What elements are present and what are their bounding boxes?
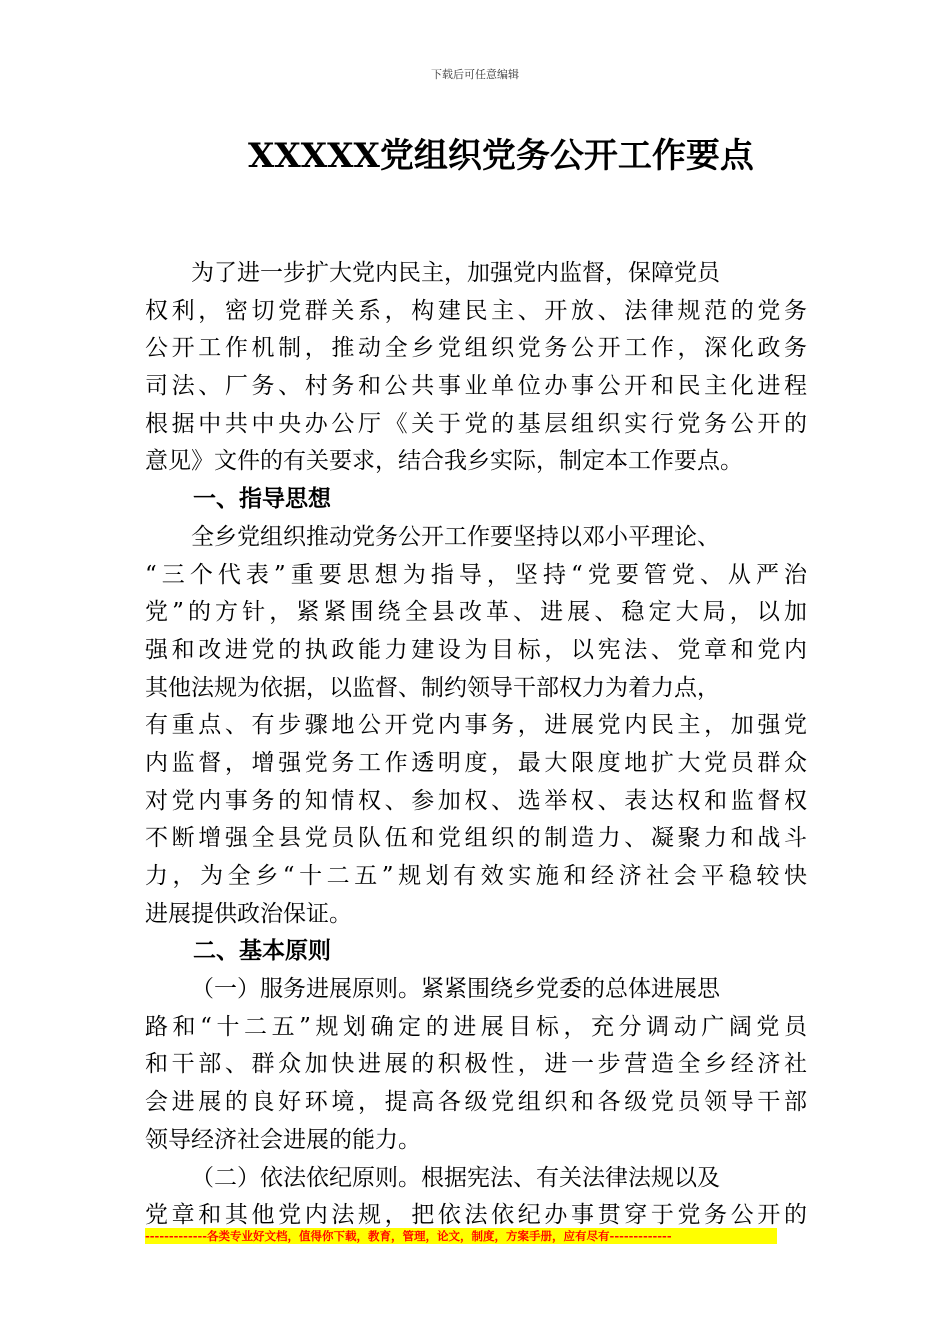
- paragraph-line: 内监督，增强党务工作透明度，最大限度地扩大党员群众: [145, 749, 807, 776]
- paragraph-line: 权利，密切党群关系，构建民主、开放、法律规范的党务: [145, 297, 807, 324]
- paragraph-line: 意见》文件的有关要求，结合我乡实际，制定本工作要点。: [145, 448, 743, 475]
- paragraph-line: 对党内事务的知情权、参加权、选举权、表达权和监督权: [145, 787, 807, 814]
- footer-banner-text: -------------各类专业好文档，值得你下载，教育，管理，论文，制度，方案手册，应有尽有-------------: [145, 1229, 672, 1243]
- paragraph-line: 根据中共中央办公厅《关于党的基层组织实行党务公开的: [145, 410, 807, 437]
- footer-banner: [145, 1228, 777, 1244]
- paragraph-line: 领导经济社会进展的能力。: [145, 1126, 421, 1153]
- document-title: XXXXX党组织党务公开工作要点: [248, 136, 754, 176]
- paragraph-line: 路和“十二五”规划确定的进展目标，充分调动广阔党员: [145, 1013, 807, 1040]
- paragraph-line: 党章和其他党内法规，把依法依纪办事贯穿于党务公开的: [145, 1202, 807, 1229]
- paragraph-line: 公开工作机制，推动全乡党组织党务公开工作，深化政务: [145, 335, 807, 362]
- paragraph-line: 力，为全乡“十二五”规划有效实施和经济社会平稳较快: [145, 863, 807, 889]
- section-heading: 一、指导思想: [193, 486, 331, 513]
- paragraph-line: 有重点、有步骤地公开党内事务，进展党内民主，加强党: [145, 712, 807, 739]
- paragraph-line: 司法、厂务、村务和公共事业单位办事公开和民主化进程: [145, 373, 807, 400]
- paragraph-line: 全乡党组织推动党务公开工作要坚持以邓小平理论、: [191, 523, 720, 550]
- section-heading: 二、基本原则: [193, 938, 331, 965]
- paragraph-line: 党”的方针，紧紧围绕全县改革、进展、稳定大局，以加: [145, 599, 807, 626]
- paragraph-line: 不断增强全县党员队伍和党组织的制造力、凝聚力和战斗: [145, 825, 807, 852]
- paragraph-line: 会进展的良好环境，提高各级党组织和各级党员领导干部: [145, 1089, 807, 1116]
- header-note: 下载后可任意编辑: [431, 68, 519, 81]
- paragraph-line: 进展提供政治保证。: [145, 900, 352, 927]
- paragraph-line: 其他法规为依据，以监督、制约领导干部权力为着力点，: [145, 674, 720, 701]
- paragraph-line: 强和改进党的执政能力建设为目标，以宪法、党章和党内: [145, 636, 807, 663]
- paragraph-line: “三个代表”重要思想为指导，坚持“党要管党、从严治: [145, 561, 807, 588]
- paragraph-line: 为了进一步扩大党内民主，加强党内监督，保障党员: [191, 260, 720, 286]
- paragraph-line: 和干部、群众加快进展的积极性，进一步营造全乡经济社: [145, 1051, 807, 1078]
- paragraph-line: （二）依法依纪原则。根据宪法、有关法律法规以及: [191, 1164, 720, 1191]
- paragraph-line: （一）服务进展原则。紧紧围绕乡党委的总体进展思: [191, 976, 720, 1003]
- document-body: [145, 255, 807, 1235]
